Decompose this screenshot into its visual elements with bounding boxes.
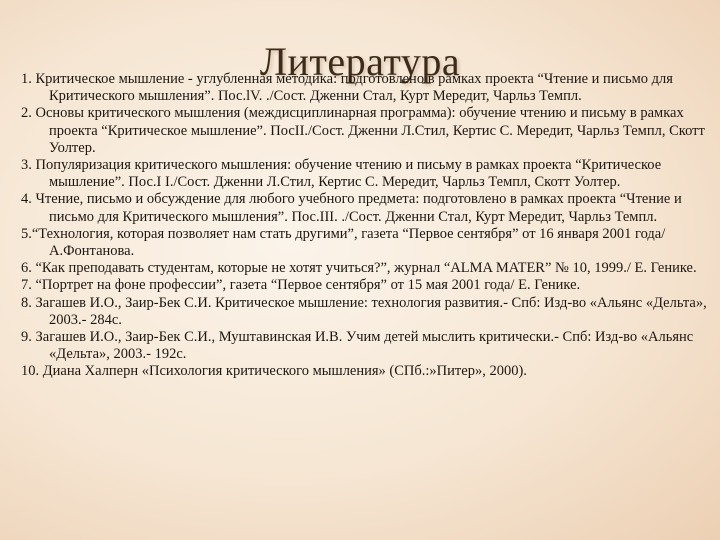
reference-item: 3. Популяризация критического мышления: обучение чтению и письму в рамках проекта “Критическое мышление”. Пос.I I./Сост. Дженни Л.Стил, Кертис С. Мередит, Чарльз Темпл, Скотт Уолтер.	[21, 157, 662, 191]
reference-item: 2. Основы критического мышления (междисциплинарная программа): обучение чтению и письму в рамках проекта “Критическое мышление”. ПосII./Сост. Дженни Л.Стил, Кертис С. Мередит, Чарльз Темпл, Скотт Уолтер.	[21, 105, 705, 156]
slide-title: Литература	[259, 39, 461, 84]
reference-item: 9. Загашев И.О., Заир-Бек С.И., Муштавинская И.В. Учим детей мыслить критически.- Спб: Изд-во «Альянс «Дельта», 2003.- 192с.	[21, 329, 694, 363]
reference-list	[19, 71, 711, 381]
reference-item: 8. Загашев И.О., Заир-Бек С.И. Критическое мышление: технология развития.- Спб: Изд-во «Альянс «Дельта», 2003.- 284с.	[21, 294, 707, 328]
reference-item: 6. “Как преподавать студентам, которые не хотят учиться?”, журнал “ALMA MATER” № 10, 1999./ Е. Генике.	[21, 260, 697, 277]
reference-item: 7. “Портрет на фоне профессии”, газета “Первое сентября” от 15 мая 2001 года/ Е. Генике.	[21, 277, 581, 294]
reference-item: 1. Критическое мышление - углубленная методика: подготовлено в рамках проекта “Чтение и письмо для Критического мышления”. Пос.lV. ./Сост. Дженни Стал, Курт Мередит, Чарльз Темпл.	[21, 71, 673, 105]
reference-item: 10. Диана Халперн «Психология критического мышления» (СПб.:»Питер», 2000).	[21, 363, 527, 380]
reference-item: 5.“Технология, которая позволяет нам стать другими”, газета “Первое сентября” от 16 января 2001 года/ А.Фонтанова.	[21, 225, 666, 260]
reference-item: 4. Чтение, письмо и обсуждение для любого учебного предмета: подготовлено в рамках проекта “Чтение и письмо для Критического мышления”. Пос.III. ./Сост. Дженни Стал, Курт Мередит, Чарльз Темпл.	[21, 191, 682, 225]
